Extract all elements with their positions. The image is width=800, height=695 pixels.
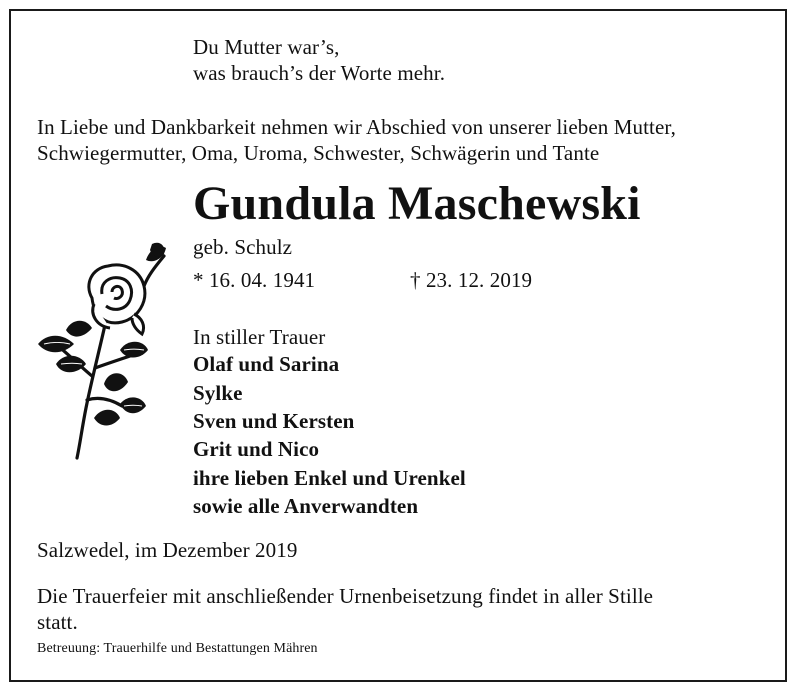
deceased-name: Gundula Maschewski (193, 177, 641, 230)
funeral-note-line-2: statt. (37, 610, 78, 634)
motto-line-2: was brauch’s der Worte mehr. (193, 61, 446, 85)
rose-icon (34, 238, 168, 464)
intro-line-1: In Liebe und Dankbarkeit nehmen wir Abschied von unserer lieben Mutter, (37, 115, 676, 139)
funeral-note-line-1: Die Trauerfeier mit anschließender Urnenbeisetzung findet in aller Stille (37, 584, 654, 608)
mourning-heading: In stiller Trauer (193, 325, 326, 349)
care-note: Betreuung: Trauerhilfe und Bestattungen Mähren (37, 641, 318, 656)
mourner-6: sowie alle Anverwandten (193, 494, 419, 518)
death-date: † 23. 12. 2019 (410, 268, 533, 292)
mourner-2: Sylke (193, 381, 243, 405)
mourner-1: Olaf und Sarina (193, 352, 340, 376)
motto-line-1: Du Mutter war’s, (193, 35, 340, 59)
birth-date: * 16. 04. 1941 (193, 268, 316, 292)
mourner-5: ihre lieben Enkel und Urenkel (193, 466, 466, 490)
mourner-3: Sven und Kersten (193, 409, 355, 433)
place-date: Salzwedel, im Dezember 2019 (37, 538, 298, 562)
mourner-4: Grit und Nico (193, 437, 320, 461)
intro-line-2: Schwiegermutter, Oma, Uroma, Schwester, Schwägerin und Tante (37, 141, 600, 165)
birth-name: geb. Schulz (193, 235, 293, 259)
